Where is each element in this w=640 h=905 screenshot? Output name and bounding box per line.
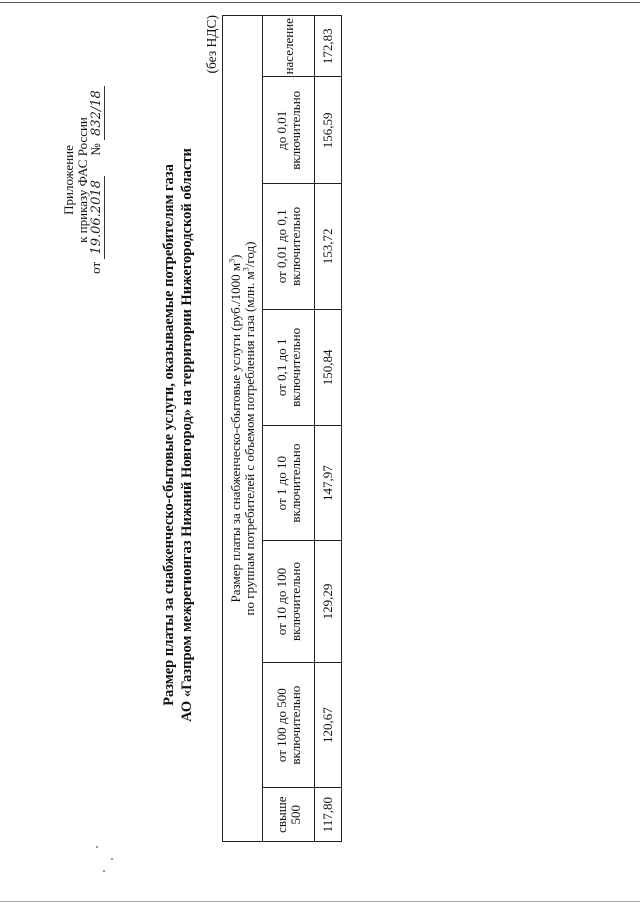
table-header-line-2: по группам потребителей с объемом потребления газа (млн. $м^3/год$) (241, 241, 257, 616)
table-row (315, 16, 342, 842)
table-cell: 150,84 (315, 309, 342, 426)
number-prefix: № (88, 143, 103, 156)
appendix-order-ref: к приказу ФАС России (74, 117, 90, 243)
date-prefix: от (88, 261, 103, 274)
title-line-2: АО «Газпром межрегионгаз Нижний Новгород» на территории Нижегородской области (179, 148, 195, 722)
appendix-block (62, 65, 104, 295)
table-cell: 120,67 (315, 662, 342, 787)
column-header: население (263, 16, 315, 77)
document-title (160, 5, 196, 865)
vat-note: (без НДС) (204, 15, 219, 74)
column-header: от 0,1 до 1 включительно (263, 309, 315, 426)
table-cell: 147,97 (315, 426, 342, 541)
column-header: до 0,01 включительно (263, 77, 315, 184)
column-header: от 1 до 10 включительно (263, 426, 315, 541)
table-cell: 172,83 (315, 16, 342, 77)
table-cell: 129,29 (315, 541, 342, 663)
table-cell: 153,72 (315, 184, 342, 309)
column-header: от 10 до 100 включительно (263, 541, 315, 663)
table-cell: 156,59 (315, 77, 342, 184)
table-cell: 117,80 (315, 788, 342, 842)
handwritten-date: 19.06.2018 (89, 176, 105, 258)
appendix-date-number (89, 65, 104, 295)
column-header: от 0,01 до 0,1 включительно (263, 184, 315, 309)
table-header-line-1: Размер платы за снабженческо-сбытовые услуги (руб./1000 $м^3$) (227, 254, 243, 603)
tariff-table (222, 15, 342, 842)
appendix-label: Приложение (61, 145, 76, 215)
column-header: от 100 до 500 включительно (263, 662, 315, 787)
handwritten-number: 832/18 (89, 86, 105, 140)
column-header: свыше 500 (263, 788, 315, 842)
title-line-1: Размер платы за снабженческо-сбытовые услуги, оказываемые потребителям газа (161, 164, 177, 706)
table-header (223, 16, 263, 842)
